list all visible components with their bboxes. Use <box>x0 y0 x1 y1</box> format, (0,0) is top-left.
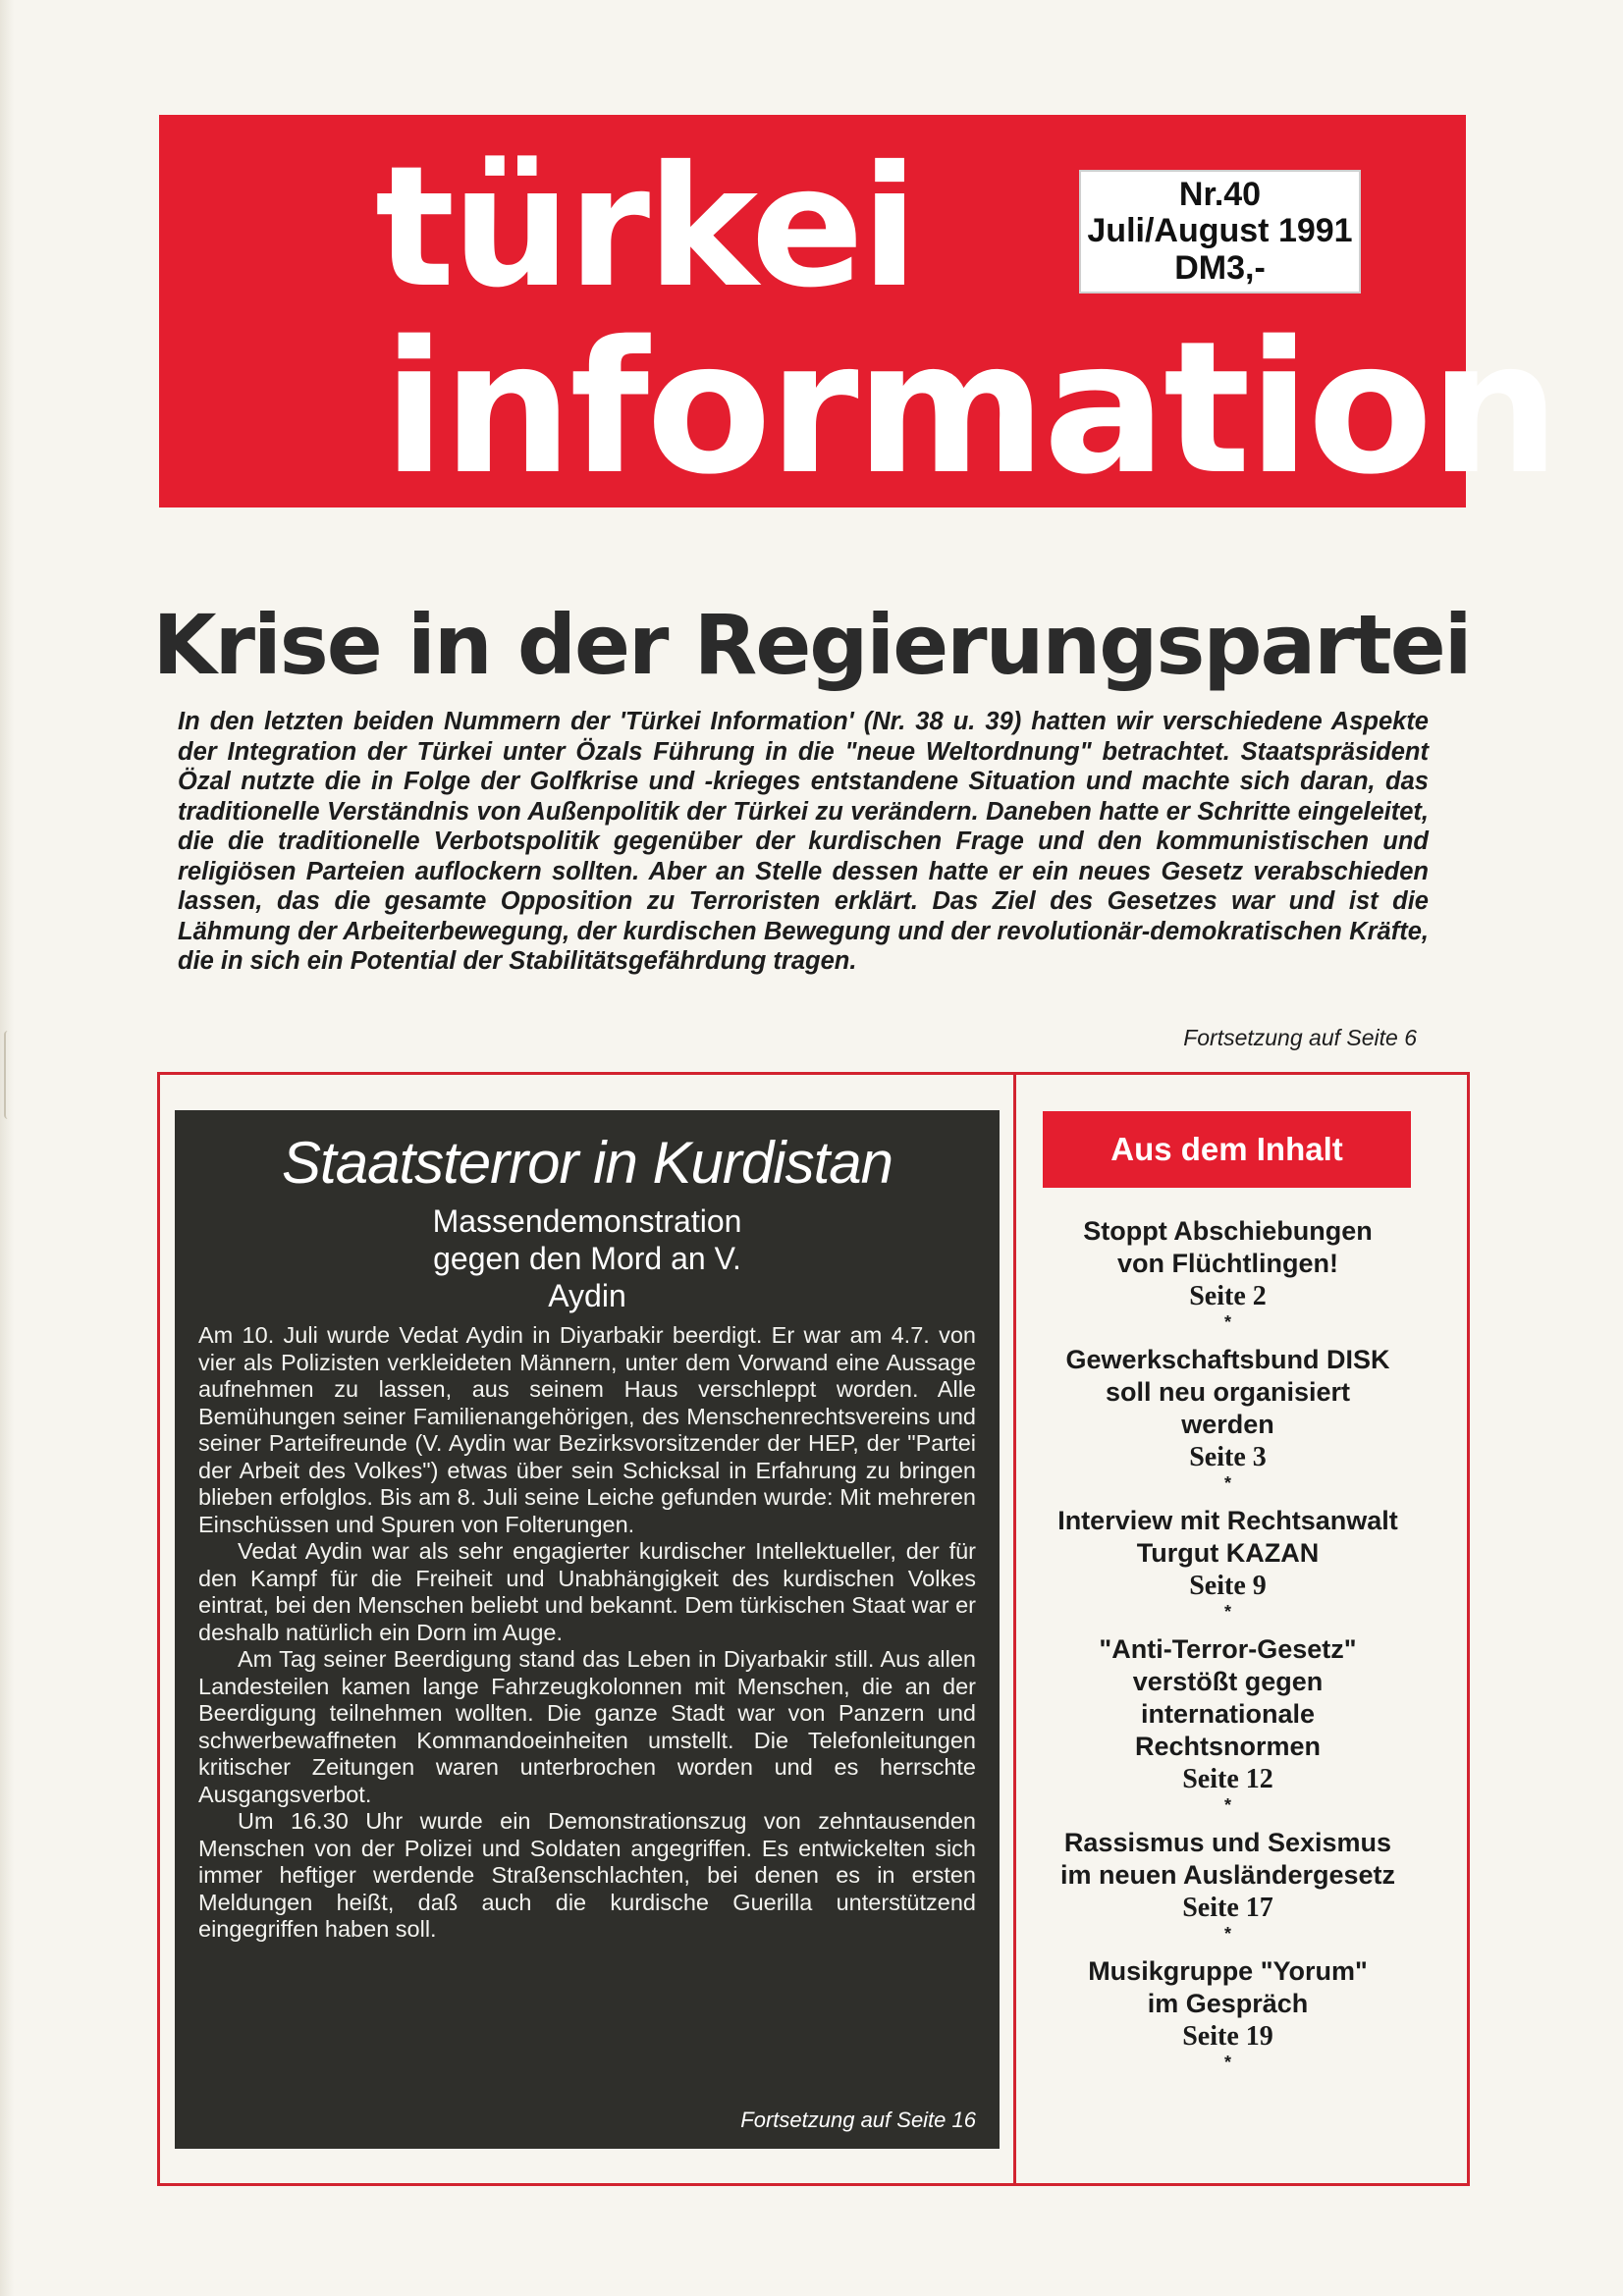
frame-divider <box>1013 1072 1016 2186</box>
contents-item[interactable] <box>1025 1955 1431 2072</box>
contents-item[interactable] <box>1025 1505 1431 1622</box>
lead-intro: In den letzten beiden Nummern der 'Türkei Information' (Nr. 38 u. 39) hatten wir verschiedene Aspekte der Integration der Türkei unter Özals Führung in die "neue Weltordnung" betrachtet. Staatspräsident Özal nutzte die in Folge der Golfkrise und -krieges entstandene Situation und machte sich daran, das traditionelle Verständnis von Außenpolitik der Türkei zu verändern. Daneben hatte er Schritte eingeleitet, die die traditionelle Verbotspolitik gegenüber der kurdischen Frage und den kommunistischen und religiösen Parteien auflockern sollten. Aber an Stelle dessen hatte er ein neues Gesetz verabschieden lassen, das die gesamte Opposition zu Terroristen erklärt. Das Ziel des Gesetzes war und ist die Lähmung der Arbeiterbewegung, der kurdischen Bewegung und der revolutionär-demokratischen Kräfte, die in sich ein Potential der Stabilitätsgefährdung tragen. <box>178 708 1429 975</box>
masthead <box>159 115 1557 514</box>
paper-edge <box>0 0 14 2296</box>
article-paragraph: Vedat Aydin war als sehr engagierter kurdischer Intellektueller, der für den Kampf für die Freiheit und Unabhängigkeit des kurdischen Volkes eintrat, bei den Menschen beliebt und bekannt. Dem türkischen Staat war er deshalb natürlich ein Dorn im Auge. <box>198 1538 976 1645</box>
article-continuation: Fortsetzung auf Seite 16 <box>740 2108 976 2132</box>
contents-list <box>1025 1215 1431 2084</box>
contents-separator: * <box>1223 1602 1231 1622</box>
contents-item-page: Seite 3 <box>1189 1442 1267 1472</box>
masthead-title-line2: information <box>383 301 1557 514</box>
contents-separator: * <box>1223 1795 1231 1815</box>
lead-headline: Krise in der Regierungspartei <box>152 597 1471 693</box>
lead-continuation: Fortsetzung auf Seite 6 <box>1183 1025 1417 1050</box>
contents-separator: * <box>1223 2053 1231 2072</box>
contents-item[interactable] <box>1025 1827 1431 1944</box>
issue-date: Juli/August 1991 <box>1087 212 1353 250</box>
article-body <box>198 1322 976 1944</box>
contents-item-title: Gewerkschaftsbund DISK soll neu organisiert werden <box>1065 1345 1390 1439</box>
contents-item-page: Seite 17 <box>1182 1893 1273 1923</box>
contents-item-title: Rassismus und Sexismus im neuen Ausländergesetz <box>1059 1828 1396 1890</box>
contents-separator: * <box>1223 1473 1231 1493</box>
contents-item-page: Seite 12 <box>1182 1764 1273 1794</box>
article-subtitle: Massendemonstration gegen den Mord an V. Aydin <box>432 1203 742 1313</box>
contents-item-page: Seite 2 <box>1189 1281 1267 1311</box>
contents-separator: * <box>1223 1924 1231 1944</box>
article-title: Staatsterror in Kurdistan <box>282 1130 893 1196</box>
contents-item-title: Musikgruppe "Yorum" im Gespräch <box>1088 1956 1368 2018</box>
article-box <box>175 1110 1000 2149</box>
contents-header: Aus dem Inhalt <box>1043 1111 1411 1188</box>
masthead-title-line1: türkei <box>375 131 916 325</box>
article-paragraph: Am 10. Juli wurde Vedat Aydin in Diyarbakir beerdigt. Er war am 4.7. von vier als Polizisten verkleideten Männern, unter dem Vorwand eine Aussage aufnehmen zu lassen, aus seinem Haus verschleppt worden. Alle Bemühungen seiner Familienangehörigen, des Menschenrechtsvereins und seiner Parteifreunde (V. Aydin war Bezirksvorsitzender der HEP, der "Partei der Arbeit des Volkes") etwas über sein Schicksal in Erfahrung zu bringen blieben erfolglos. Bis am 8. Juli seine Leiche gefunden wurde: Mit mehreren Einschüssen und Spuren von Folterungen. <box>198 1322 976 1537</box>
binding-mark <box>4 1031 12 1119</box>
contents-item-title: Interview mit Rechtsanwalt Turgut KAZAN <box>1057 1506 1398 1568</box>
article-paragraph: Am Tag seiner Beerdigung stand das Leben in Diyarbakir still. Aus allen Landesteilen kamen lange Fahrzeugkolonnen mit Menschen, die an der Beerdigung teilnehmen wollten. Die ganze Stadt war von Panzern und schwerbewaffneten Kommandoeinheiten umstellt. Die Telefonleitungen kritischer Zeitungen waren unterbrochen worden und es herrschte Ausgangsverbot. <box>198 1646 976 1807</box>
contents-item-page: Seite 19 <box>1182 2021 1273 2052</box>
contents-item-title: "Anti-Terror-Gesetz" verstößt gegen internationale Rechtsnormen <box>1099 1634 1357 1761</box>
issue-info-box <box>1079 170 1361 294</box>
contents-item-title: Stoppt Abschiebungen von Flüchtlingen! <box>1083 1216 1373 1278</box>
contents-item-page: Seite 9 <box>1189 1571 1267 1601</box>
contents-item[interactable] <box>1025 1215 1431 1332</box>
contents-item[interactable] <box>1025 1344 1431 1493</box>
article-paragraph: Um 16.30 Uhr wurde ein Demonstrationszug von zehntausenden Menschen von der Polizei und Soldaten angegriffen. Es entwickelten sich immer heftiger werdende Straßenschlachten, bei denen es in ersten Meldungen heißt, daß auch die kurdische Guerilla unterstützend eingegriffen haben soll. <box>198 1808 976 1942</box>
issue-price: DM3,- <box>1174 248 1266 287</box>
contents-separator: * <box>1223 1312 1231 1332</box>
issue-number: Nr.40 <box>1178 175 1262 213</box>
contents-item[interactable] <box>1025 1633 1431 1815</box>
